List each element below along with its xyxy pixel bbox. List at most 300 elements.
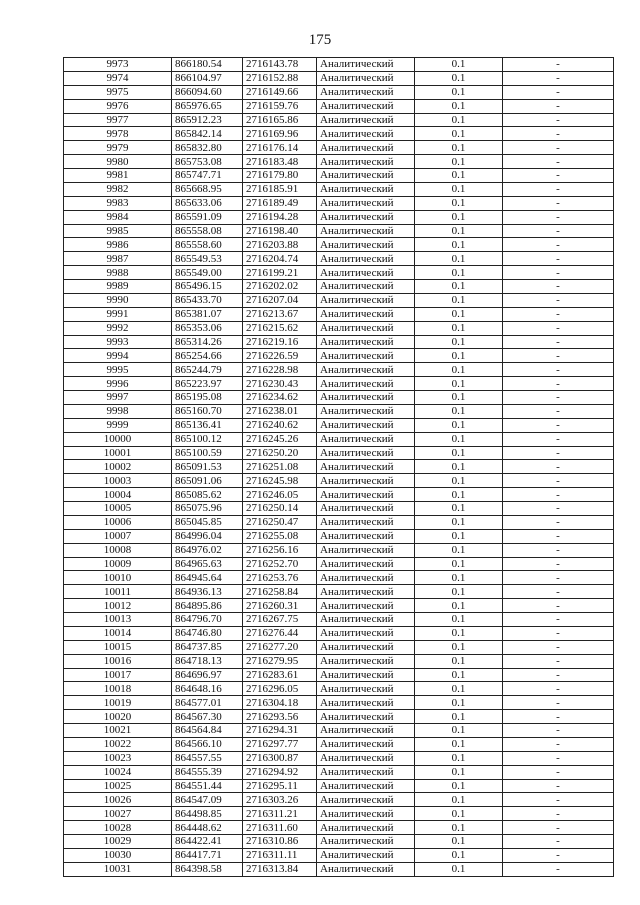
y-coordinate-cell: 2716198.40	[243, 224, 317, 238]
method-cell: Аналитический	[317, 724, 415, 738]
point-number-cell: 10018	[64, 682, 172, 696]
y-coordinate-cell: 2716267.75	[243, 613, 317, 627]
y-coordinate-cell: 2716183.48	[243, 155, 317, 169]
method-cell: Аналитический	[317, 488, 415, 502]
method-cell: Аналитический	[317, 460, 415, 474]
table-row	[64, 765, 614, 779]
accuracy-cell: 0.1	[415, 196, 503, 210]
note-cell: -	[503, 335, 614, 349]
method-cell: Аналитический	[317, 515, 415, 529]
y-coordinate-cell: 2716283.61	[243, 668, 317, 682]
y-coordinate-cell: 2716311.60	[243, 821, 317, 835]
note-cell: -	[503, 529, 614, 543]
y-coordinate-cell: 2716204.74	[243, 252, 317, 266]
accuracy-cell: 0.1	[415, 668, 503, 682]
point-number-cell: 10014	[64, 626, 172, 640]
y-coordinate-cell: 2716311.21	[243, 807, 317, 821]
x-coordinate-cell: 865633.06	[172, 196, 243, 210]
point-number-cell: 10003	[64, 474, 172, 488]
point-number-cell: 10005	[64, 502, 172, 516]
note-cell: -	[503, 793, 614, 807]
x-coordinate-cell: 865091.06	[172, 474, 243, 488]
method-cell: Аналитический	[317, 238, 415, 252]
point-number-cell: 10029	[64, 835, 172, 849]
y-coordinate-cell: 2716251.08	[243, 460, 317, 474]
coordinates-table	[63, 57, 614, 877]
note-cell: -	[503, 460, 614, 474]
note-cell: -	[503, 737, 614, 751]
accuracy-cell: 0.1	[415, 599, 503, 613]
y-coordinate-cell: 2716303.26	[243, 793, 317, 807]
x-coordinate-cell: 865100.59	[172, 446, 243, 460]
method-cell: Аналитический	[317, 71, 415, 85]
y-coordinate-cell: 2716250.20	[243, 446, 317, 460]
method-cell: Аналитический	[317, 169, 415, 183]
note-cell: -	[503, 710, 614, 724]
accuracy-cell: 0.1	[415, 71, 503, 85]
accuracy-cell: 0.1	[415, 557, 503, 571]
table-row	[64, 446, 614, 460]
point-number-cell: 9995	[64, 363, 172, 377]
x-coordinate-cell: 865912.23	[172, 113, 243, 127]
x-coordinate-cell: 864696.97	[172, 668, 243, 682]
table-row	[64, 321, 614, 335]
y-coordinate-cell: 2716260.31	[243, 599, 317, 613]
x-coordinate-cell: 865558.60	[172, 238, 243, 252]
point-number-cell: 10002	[64, 460, 172, 474]
accuracy-cell: 0.1	[415, 821, 503, 835]
note-cell: -	[503, 640, 614, 654]
note-cell: -	[503, 377, 614, 391]
point-number-cell: 9973	[64, 58, 172, 72]
method-cell: Аналитический	[317, 266, 415, 280]
table-row	[64, 488, 614, 502]
point-number-cell: 9999	[64, 418, 172, 432]
table-row	[64, 793, 614, 807]
note-cell: -	[503, 682, 614, 696]
accuracy-cell: 0.1	[415, 460, 503, 474]
table-row	[64, 404, 614, 418]
accuracy-cell: 0.1	[415, 377, 503, 391]
y-coordinate-cell: 2716250.47	[243, 515, 317, 529]
note-cell: -	[503, 515, 614, 529]
point-number-cell: 9976	[64, 99, 172, 113]
x-coordinate-cell: 864567.30	[172, 710, 243, 724]
x-coordinate-cell: 864566.10	[172, 737, 243, 751]
y-coordinate-cell: 2716256.16	[243, 543, 317, 557]
x-coordinate-cell: 864718.13	[172, 654, 243, 668]
accuracy-cell: 0.1	[415, 113, 503, 127]
y-coordinate-cell: 2716294.31	[243, 724, 317, 738]
accuracy-cell: 0.1	[415, 169, 503, 183]
method-cell: Аналитический	[317, 363, 415, 377]
x-coordinate-cell: 865045.85	[172, 515, 243, 529]
table-row	[64, 224, 614, 238]
y-coordinate-cell: 2716295.11	[243, 779, 317, 793]
y-coordinate-cell: 2716240.62	[243, 418, 317, 432]
note-cell: -	[503, 626, 614, 640]
note-cell: -	[503, 779, 614, 793]
note-cell: -	[503, 321, 614, 335]
point-number-cell: 9997	[64, 391, 172, 405]
table-row	[64, 557, 614, 571]
y-coordinate-cell: 2716293.56	[243, 710, 317, 724]
x-coordinate-cell: 864547.09	[172, 793, 243, 807]
table-row	[64, 280, 614, 294]
x-coordinate-cell: 865558.08	[172, 224, 243, 238]
x-coordinate-cell: 865842.14	[172, 127, 243, 141]
y-coordinate-cell: 2716311.11	[243, 848, 317, 862]
y-coordinate-cell: 2716300.87	[243, 751, 317, 765]
y-coordinate-cell: 2716255.08	[243, 529, 317, 543]
note-cell: -	[503, 391, 614, 405]
y-coordinate-cell: 2716230.43	[243, 377, 317, 391]
method-cell: Аналитический	[317, 737, 415, 751]
y-coordinate-cell: 2716226.59	[243, 349, 317, 363]
point-number-cell: 10007	[64, 529, 172, 543]
table-row	[64, 585, 614, 599]
method-cell: Аналитический	[317, 626, 415, 640]
note-cell: -	[503, 502, 614, 516]
y-coordinate-cell: 2716313.84	[243, 862, 317, 876]
method-cell: Аналитический	[317, 321, 415, 335]
note-cell: -	[503, 141, 614, 155]
x-coordinate-cell: 864498.85	[172, 807, 243, 821]
accuracy-cell: 0.1	[415, 779, 503, 793]
table-row	[64, 848, 614, 862]
method-cell: Аналитический	[317, 751, 415, 765]
note-cell: -	[503, 85, 614, 99]
y-coordinate-cell: 2716194.28	[243, 210, 317, 224]
accuracy-cell: 0.1	[415, 155, 503, 169]
table-row	[64, 85, 614, 99]
accuracy-cell: 0.1	[415, 99, 503, 113]
table-row	[64, 751, 614, 765]
point-number-cell: 9986	[64, 238, 172, 252]
x-coordinate-cell: 864737.85	[172, 640, 243, 654]
note-cell: -	[503, 557, 614, 571]
note-cell: -	[503, 751, 614, 765]
method-cell: Аналитический	[317, 502, 415, 516]
accuracy-cell: 0.1	[415, 862, 503, 876]
table-row	[64, 862, 614, 876]
method-cell: Аналитический	[317, 696, 415, 710]
point-number-cell: 9988	[64, 266, 172, 280]
y-coordinate-cell: 2716228.98	[243, 363, 317, 377]
y-coordinate-cell: 2716179.80	[243, 169, 317, 183]
table-row	[64, 307, 614, 321]
accuracy-cell: 0.1	[415, 751, 503, 765]
method-cell: Аналитический	[317, 585, 415, 599]
y-coordinate-cell: 2716245.26	[243, 432, 317, 446]
point-number-cell: 10028	[64, 821, 172, 835]
table-row	[64, 668, 614, 682]
y-coordinate-cell: 2716169.96	[243, 127, 317, 141]
note-cell: -	[503, 252, 614, 266]
method-cell: Аналитический	[317, 710, 415, 724]
table-row	[64, 654, 614, 668]
table-row	[64, 293, 614, 307]
point-number-cell: 10011	[64, 585, 172, 599]
y-coordinate-cell: 2716304.18	[243, 696, 317, 710]
method-cell: Аналитический	[317, 113, 415, 127]
method-cell: Аналитический	[317, 807, 415, 821]
y-coordinate-cell: 2716219.16	[243, 335, 317, 349]
x-coordinate-cell: 864936.13	[172, 585, 243, 599]
method-cell: Аналитический	[317, 418, 415, 432]
table-row	[64, 724, 614, 738]
table-row	[64, 543, 614, 557]
method-cell: Аналитический	[317, 474, 415, 488]
point-number-cell: 9982	[64, 182, 172, 196]
accuracy-cell: 0.1	[415, 696, 503, 710]
method-cell: Аналитический	[317, 446, 415, 460]
point-number-cell: 10000	[64, 432, 172, 446]
point-number-cell: 10017	[64, 668, 172, 682]
method-cell: Аналитический	[317, 141, 415, 155]
x-coordinate-cell: 865254.66	[172, 349, 243, 363]
x-coordinate-cell: 865085.62	[172, 488, 243, 502]
accuracy-cell: 0.1	[415, 224, 503, 238]
x-coordinate-cell: 865223.97	[172, 377, 243, 391]
table-row	[64, 502, 614, 516]
y-coordinate-cell: 2716176.14	[243, 141, 317, 155]
note-cell: -	[503, 307, 614, 321]
note-cell: -	[503, 571, 614, 585]
point-number-cell: 10015	[64, 640, 172, 654]
y-coordinate-cell: 2716310.86	[243, 835, 317, 849]
method-cell: Аналитический	[317, 529, 415, 543]
method-cell: Аналитический	[317, 862, 415, 876]
note-cell: -	[503, 474, 614, 488]
method-cell: Аналитический	[317, 654, 415, 668]
accuracy-cell: 0.1	[415, 640, 503, 654]
x-coordinate-cell: 865496.15	[172, 280, 243, 294]
table-row	[64, 835, 614, 849]
note-cell: -	[503, 543, 614, 557]
y-coordinate-cell: 2716189.49	[243, 196, 317, 210]
method-cell: Аналитический	[317, 280, 415, 294]
note-cell: -	[503, 169, 614, 183]
table-row	[64, 377, 614, 391]
accuracy-cell: 0.1	[415, 182, 503, 196]
x-coordinate-cell: 866104.97	[172, 71, 243, 85]
point-number-cell: 9991	[64, 307, 172, 321]
point-number-cell: 9981	[64, 169, 172, 183]
coordinates-table-body	[64, 58, 614, 877]
note-cell: -	[503, 613, 614, 627]
table-row	[64, 71, 614, 85]
method-cell: Аналитический	[317, 252, 415, 266]
note-cell: -	[503, 696, 614, 710]
note-cell: -	[503, 266, 614, 280]
table-row	[64, 266, 614, 280]
accuracy-cell: 0.1	[415, 432, 503, 446]
table-row	[64, 599, 614, 613]
point-number-cell: 10031	[64, 862, 172, 876]
point-number-cell: 10008	[64, 543, 172, 557]
y-coordinate-cell: 2716207.04	[243, 293, 317, 307]
note-cell: -	[503, 58, 614, 72]
method-cell: Аналитический	[317, 835, 415, 849]
point-number-cell: 9990	[64, 293, 172, 307]
point-number-cell: 10030	[64, 848, 172, 862]
method-cell: Аналитический	[317, 99, 415, 113]
x-coordinate-cell: 864557.55	[172, 751, 243, 765]
table-row	[64, 613, 614, 627]
note-cell: -	[503, 599, 614, 613]
x-coordinate-cell: 864796.70	[172, 613, 243, 627]
point-number-cell: 10004	[64, 488, 172, 502]
method-cell: Аналитический	[317, 779, 415, 793]
x-coordinate-cell: 865591.09	[172, 210, 243, 224]
accuracy-cell: 0.1	[415, 307, 503, 321]
point-number-cell: 10012	[64, 599, 172, 613]
x-coordinate-cell: 866180.54	[172, 58, 243, 72]
y-coordinate-cell: 2716246.05	[243, 488, 317, 502]
x-coordinate-cell: 864895.86	[172, 599, 243, 613]
note-cell: -	[503, 862, 614, 876]
method-cell: Аналитический	[317, 432, 415, 446]
method-cell: Аналитический	[317, 599, 415, 613]
table-row	[64, 182, 614, 196]
x-coordinate-cell: 866094.60	[172, 85, 243, 99]
table-row	[64, 238, 614, 252]
accuracy-cell: 0.1	[415, 515, 503, 529]
note-cell: -	[503, 99, 614, 113]
accuracy-cell: 0.1	[415, 391, 503, 405]
x-coordinate-cell: 865100.12	[172, 432, 243, 446]
method-cell: Аналитический	[317, 85, 415, 99]
point-number-cell: 10020	[64, 710, 172, 724]
note-cell: -	[503, 293, 614, 307]
accuracy-cell: 0.1	[415, 710, 503, 724]
accuracy-cell: 0.1	[415, 363, 503, 377]
note-cell: -	[503, 848, 614, 862]
y-coordinate-cell: 2716159.76	[243, 99, 317, 113]
x-coordinate-cell: 865160.70	[172, 404, 243, 418]
point-number-cell: 9975	[64, 85, 172, 99]
x-coordinate-cell: 865091.53	[172, 460, 243, 474]
note-cell: -	[503, 127, 614, 141]
table-row	[64, 349, 614, 363]
x-coordinate-cell: 865753.08	[172, 155, 243, 169]
note-cell: -	[503, 765, 614, 779]
x-coordinate-cell: 865381.07	[172, 307, 243, 321]
note-cell: -	[503, 280, 614, 294]
x-coordinate-cell: 864965.63	[172, 557, 243, 571]
y-coordinate-cell: 2716245.98	[243, 474, 317, 488]
note-cell: -	[503, 432, 614, 446]
point-number-cell: 9992	[64, 321, 172, 335]
note-cell: -	[503, 113, 614, 127]
table-row	[64, 682, 614, 696]
method-cell: Аналитический	[317, 613, 415, 627]
y-coordinate-cell: 2716165.86	[243, 113, 317, 127]
method-cell: Аналитический	[317, 571, 415, 585]
point-number-cell: 10025	[64, 779, 172, 793]
method-cell: Аналитический	[317, 210, 415, 224]
point-number-cell: 10009	[64, 557, 172, 571]
x-coordinate-cell: 864551.44	[172, 779, 243, 793]
x-coordinate-cell: 865976.65	[172, 99, 243, 113]
method-cell: Аналитический	[317, 821, 415, 835]
x-coordinate-cell: 864996.04	[172, 529, 243, 543]
accuracy-cell: 0.1	[415, 321, 503, 335]
y-coordinate-cell: 2716238.01	[243, 404, 317, 418]
table-row	[64, 210, 614, 224]
note-cell: -	[503, 155, 614, 169]
y-coordinate-cell: 2716213.67	[243, 307, 317, 321]
note-cell: -	[503, 821, 614, 835]
method-cell: Аналитический	[317, 58, 415, 72]
point-number-cell: 10013	[64, 613, 172, 627]
table-row	[64, 335, 614, 349]
table-row	[64, 155, 614, 169]
point-number-cell: 10027	[64, 807, 172, 821]
point-number-cell: 10019	[64, 696, 172, 710]
y-coordinate-cell: 2716276.44	[243, 626, 317, 640]
note-cell: -	[503, 668, 614, 682]
table-row	[64, 196, 614, 210]
y-coordinate-cell: 2716215.62	[243, 321, 317, 335]
method-cell: Аналитический	[317, 793, 415, 807]
x-coordinate-cell: 865353.06	[172, 321, 243, 335]
x-coordinate-cell: 865747.71	[172, 169, 243, 183]
accuracy-cell: 0.1	[415, 238, 503, 252]
x-coordinate-cell: 864564.84	[172, 724, 243, 738]
accuracy-cell: 0.1	[415, 252, 503, 266]
point-number-cell: 9983	[64, 196, 172, 210]
point-number-cell: 10026	[64, 793, 172, 807]
x-coordinate-cell: 865075.96	[172, 502, 243, 516]
accuracy-cell: 0.1	[415, 835, 503, 849]
note-cell: -	[503, 224, 614, 238]
x-coordinate-cell: 865549.00	[172, 266, 243, 280]
point-number-cell: 10010	[64, 571, 172, 585]
accuracy-cell: 0.1	[415, 502, 503, 516]
y-coordinate-cell: 2716202.02	[243, 280, 317, 294]
y-coordinate-cell: 2716277.20	[243, 640, 317, 654]
accuracy-cell: 0.1	[415, 488, 503, 502]
method-cell: Аналитический	[317, 848, 415, 862]
method-cell: Аналитический	[317, 543, 415, 557]
accuracy-cell: 0.1	[415, 58, 503, 72]
accuracy-cell: 0.1	[415, 654, 503, 668]
y-coordinate-cell: 2716203.88	[243, 238, 317, 252]
point-number-cell: 10021	[64, 724, 172, 738]
y-coordinate-cell: 2716294.92	[243, 765, 317, 779]
table-row	[64, 141, 614, 155]
note-cell: -	[503, 238, 614, 252]
y-coordinate-cell: 2716185.91	[243, 182, 317, 196]
method-cell: Аналитический	[317, 640, 415, 654]
y-coordinate-cell: 2716258.84	[243, 585, 317, 599]
table-row	[64, 169, 614, 183]
table-row	[64, 58, 614, 72]
accuracy-cell: 0.1	[415, 529, 503, 543]
accuracy-cell: 0.1	[415, 848, 503, 862]
method-cell: Аналитический	[317, 391, 415, 405]
accuracy-cell: 0.1	[415, 349, 503, 363]
accuracy-cell: 0.1	[415, 141, 503, 155]
method-cell: Аналитический	[317, 682, 415, 696]
note-cell: -	[503, 71, 614, 85]
method-cell: Аналитический	[317, 307, 415, 321]
accuracy-cell: 0.1	[415, 85, 503, 99]
y-coordinate-cell: 2716250.14	[243, 502, 317, 516]
note-cell: -	[503, 585, 614, 599]
